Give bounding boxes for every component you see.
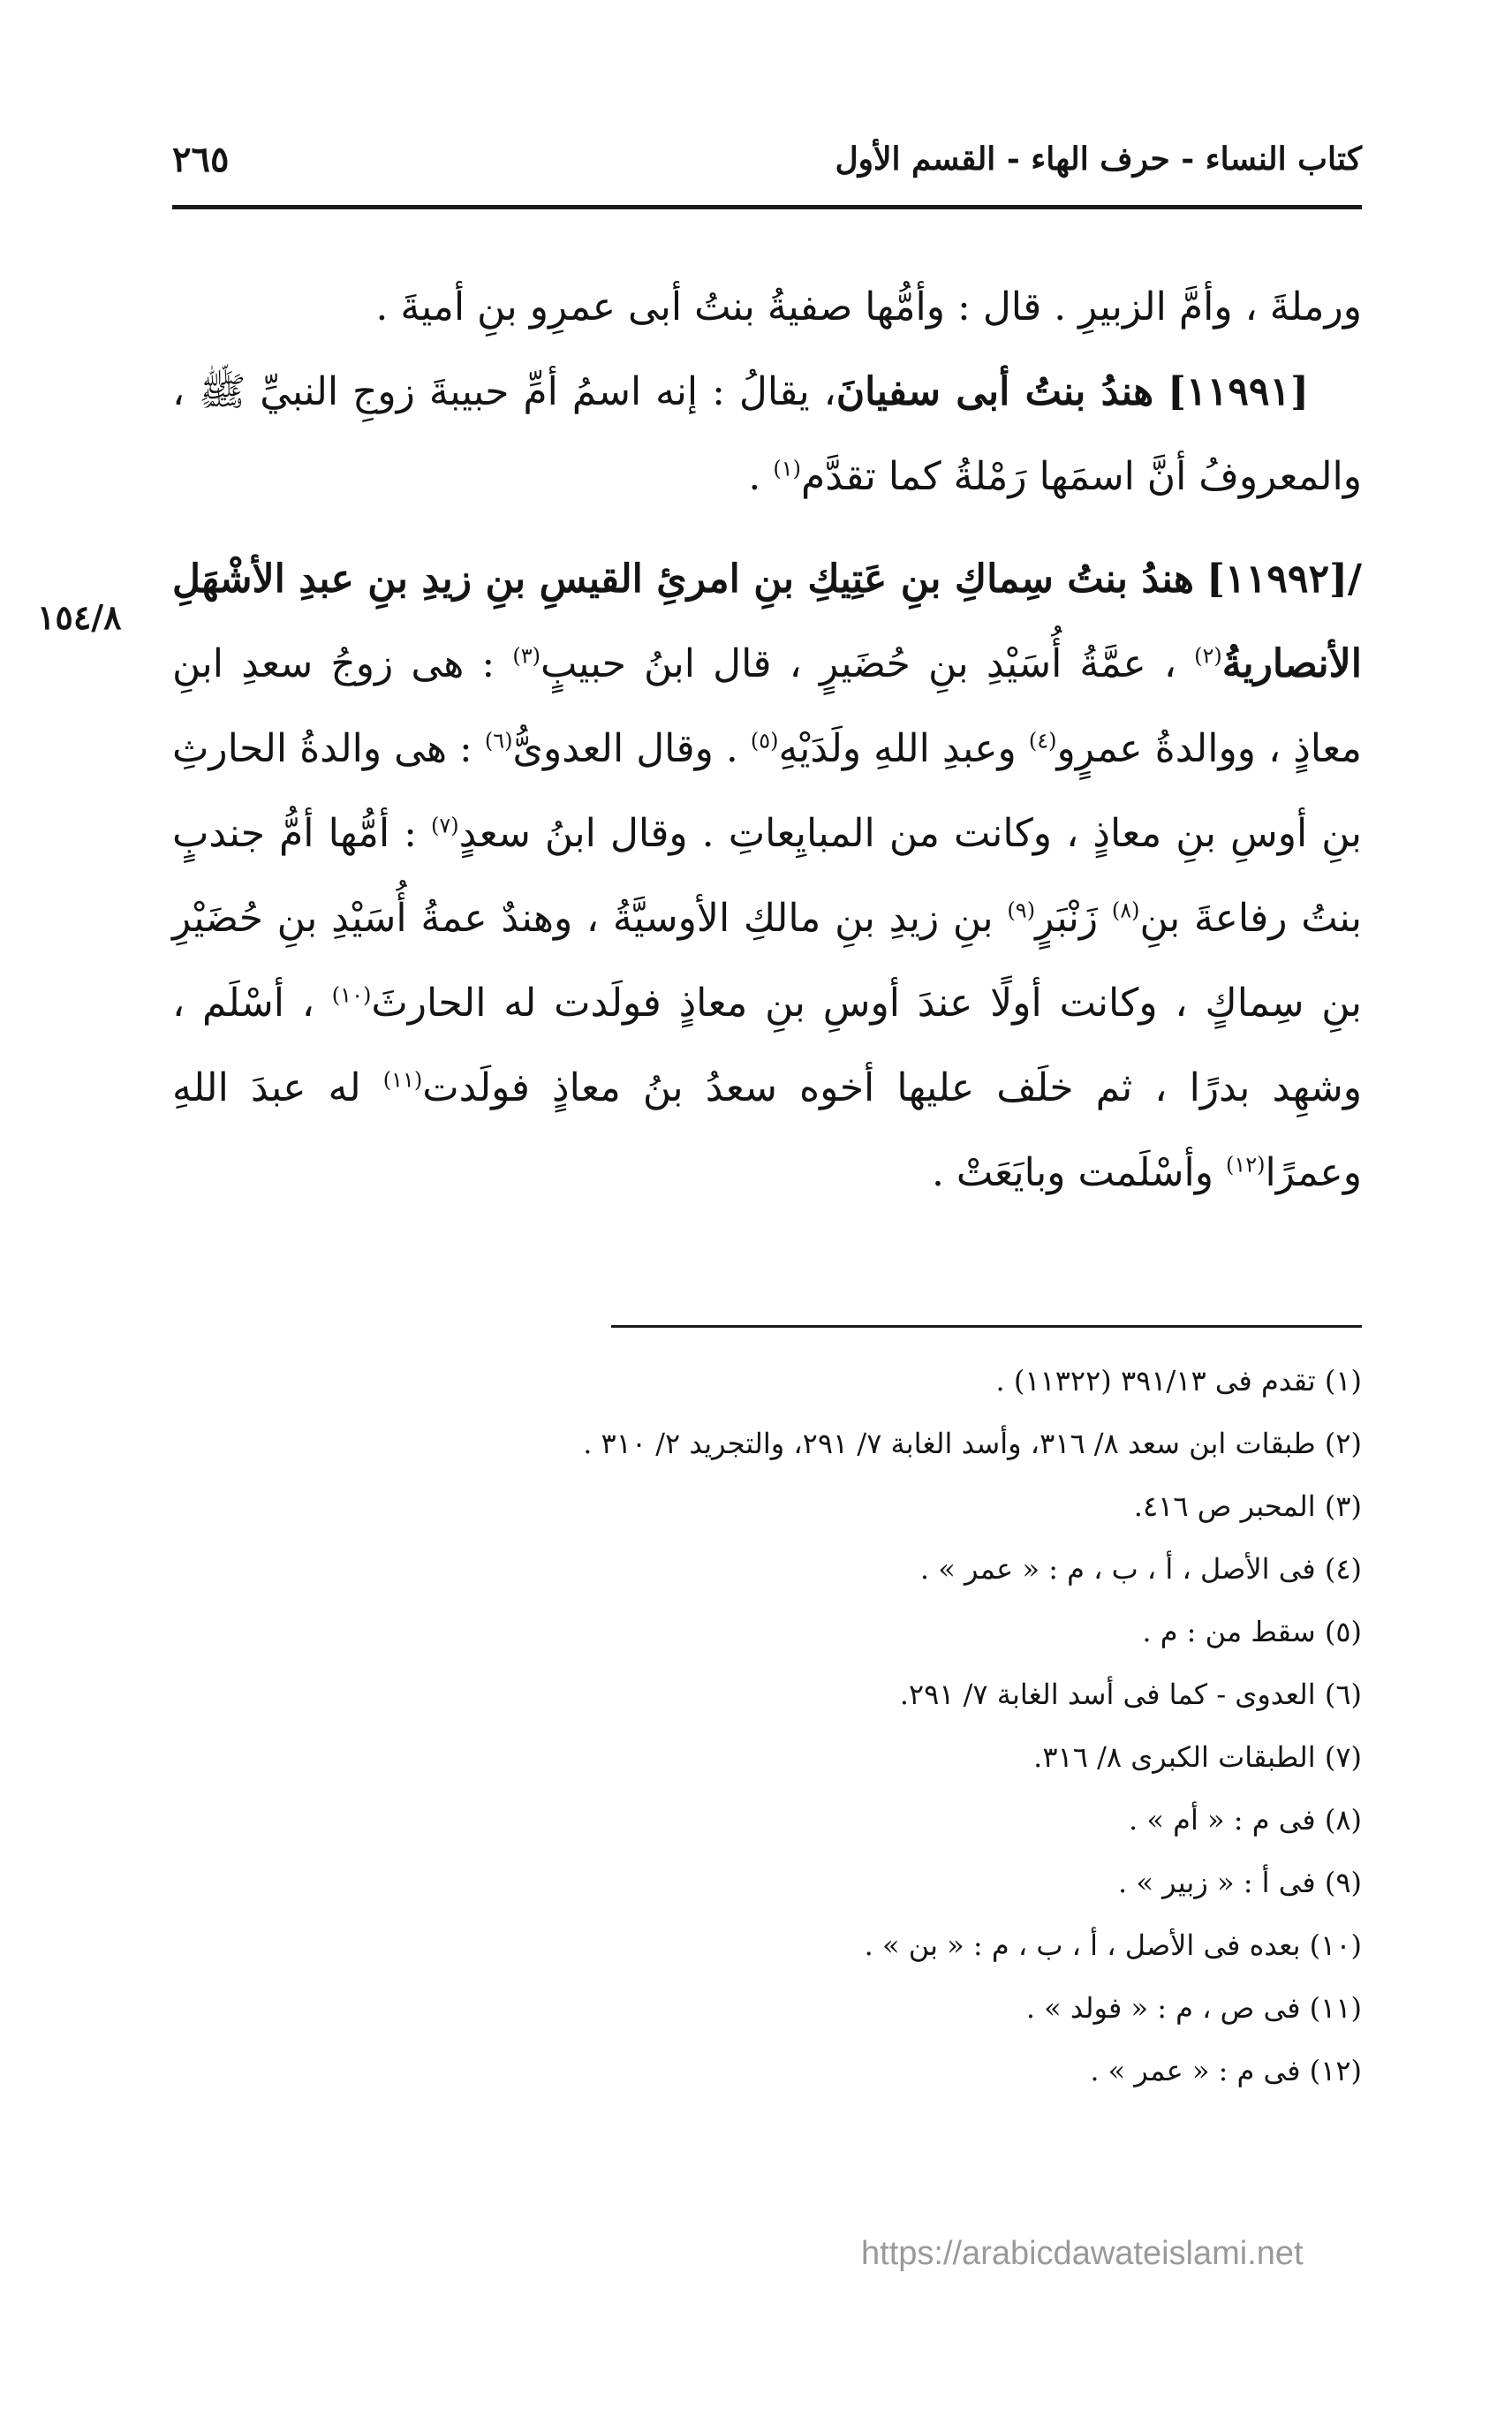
footnote-ref: (١)	[773, 456, 802, 481]
footnote-ref: (١٢)	[1226, 1152, 1266, 1178]
entry-name: هندُ بنتُ أبى سفيانَ	[835, 369, 1154, 414]
header-rule	[172, 205, 1362, 209]
entry-text: : هى والدةُ الحارثِ بنِ أوسِ بنِ معاذٍ ، وكانت من المبايِعاتِ . وقال ابنُ سعدٍ	[172, 726, 1362, 856]
footnote-item: (٧) الطبقات الكبرى ٨/ ٣١٦.	[1033, 1740, 1362, 1774]
entry-text: : هى زوجُ سعدِ ابنِ معاذٍ ، ووالدةُ عمرٍو	[172, 641, 1362, 771]
footnote-ref: (٢)	[1194, 643, 1222, 669]
paragraph-continuation: ورملةَ ، وأمَّ الزبيرِ . قال : وأمُّها صفيةُ بنتُ أبى عمرِو بنِ أميةَ .	[375, 284, 1362, 330]
footnote-item: (٨) فى م : « أم » .	[1129, 1803, 1362, 1837]
entry-number: [١١٩٩١]	[1168, 369, 1309, 414]
watermark-url: https://arabicdawateislami.net	[861, 2235, 1304, 2272]
footnote-ref: (٦)	[484, 728, 513, 754]
footnote-item: (٤) فى الأصل ، أ ، ب ، م : « عمر » .	[919, 1552, 1362, 1586]
footnote-item: (٩) فى أ : « زبير » .	[1118, 1866, 1362, 1899]
footnote-item: (١١) فى ص ، م : « فولد » .	[1025, 1991, 1362, 2025]
entry-name: هندُ بنتُ سِماكِ بنِ عَتِيكِ بنِ امرئِ القيسِ بنِ زيدِ بنِ عبدِ الأشْهَلِ الأنصاريةُ	[172, 557, 1362, 686]
entry-text: وعبدِ اللهِ ولَدَيْهِ	[778, 726, 1029, 771]
entry-11992	[172, 537, 1362, 1216]
footnote-item: (٥) سقط من : م .	[1142, 1615, 1362, 1648]
entry-11991	[172, 350, 1362, 519]
entry-text: ، يقالُ : إنه اسمُ أمِّ حبيبةَ زوجِ النبيِّ ﷺ ، والمعروفُ أنَّ اسمَها رَمْلةُ كما تقدَّم	[172, 369, 1362, 499]
footnote-item: (١٢) فى م : « عمر » .	[1090, 2054, 1362, 2087]
margin-reference: ١٥٤/٨	[37, 597, 122, 637]
entry-text: ، عمَّةُ أُسَيْدِ بنِ حُضَيرٍ ، قال ابنُ حبيبٍ	[540, 641, 1195, 686]
footnote-rule	[611, 1325, 1362, 1328]
page-number: ٢٦٥	[172, 138, 230, 180]
footnote-item: (٢) طبقات ابن سعد ٨/ ٣١٦، وأسد الغابة ٧/ ٢٩١، والتجريد ٢/ ٣١٠ .	[583, 1427, 1362, 1460]
entry-slash: /	[1347, 557, 1362, 602]
entry-text: . وقال العدوىُّ	[512, 726, 751, 771]
footnote-ref: (٧)	[431, 813, 459, 838]
footnote-item: (٣) المحبر ص ٤١٦.	[1133, 1489, 1362, 1523]
footnote-item: (١٠) بعده فى الأصل ، أ ، ب ، م : « بن » .	[864, 1928, 1362, 1962]
main-text	[172, 265, 1362, 1216]
footnote-item: (١) تقدم فى ٣٩١/١٣ (١١٣٢٢) .	[995, 1364, 1362, 1398]
footnote-ref: (٥)	[750, 728, 779, 754]
entry-text: : أمُّها أمُّ جندبٍ بنتُ رفاعةَ بنِ	[172, 811, 1362, 941]
footnote-ref: (١١)	[382, 1067, 423, 1093]
footnote-ref: (٤)	[1028, 728, 1057, 754]
entry-text: بنِ زيدِ بنِ مالكِ الأوسيَّةُ ، وهندٌ عمةُ أُسَيْدِ بنِ حُضَيْرِ بنِ سِماكٍ ، وكانت أولًا عندَ أوسِ بنِ معاذٍ فولَدت له الحارثَ	[172, 896, 1362, 1026]
entry-text: زَنْبَرٍ	[1035, 896, 1112, 941]
entry-text: له عبدَ اللهِ وعمرًا	[172, 1065, 1362, 1195]
running-title: كتاب النساء - حرف الهاء - القسم الأول	[835, 140, 1362, 178]
footnote-ref: (٩)	[1007, 898, 1036, 923]
footnotes	[172, 1350, 1362, 2102]
footnote-item: (٦) العدوى - كما فى أسد الغابة ٧/ ٢٩١.	[899, 1678, 1362, 1711]
footnote-ref: (٨)	[1111, 898, 1140, 923]
page-header	[172, 133, 1362, 186]
entry-number: [١١٩٩٢]	[1206, 557, 1348, 602]
entry-text: .	[748, 454, 774, 499]
entry-text: ، أسْلَم ، وشهِد بدرًا ، ثم خلَف عليها أخوه سعدُ بنُ معاذٍ فولَدت	[172, 981, 1362, 1110]
entry-text: وأسْلَمت وبايَعَتْ .	[931, 1150, 1227, 1195]
footnote-ref: (٣)	[512, 643, 541, 669]
footnote-ref: (١٠)	[331, 982, 372, 1008]
